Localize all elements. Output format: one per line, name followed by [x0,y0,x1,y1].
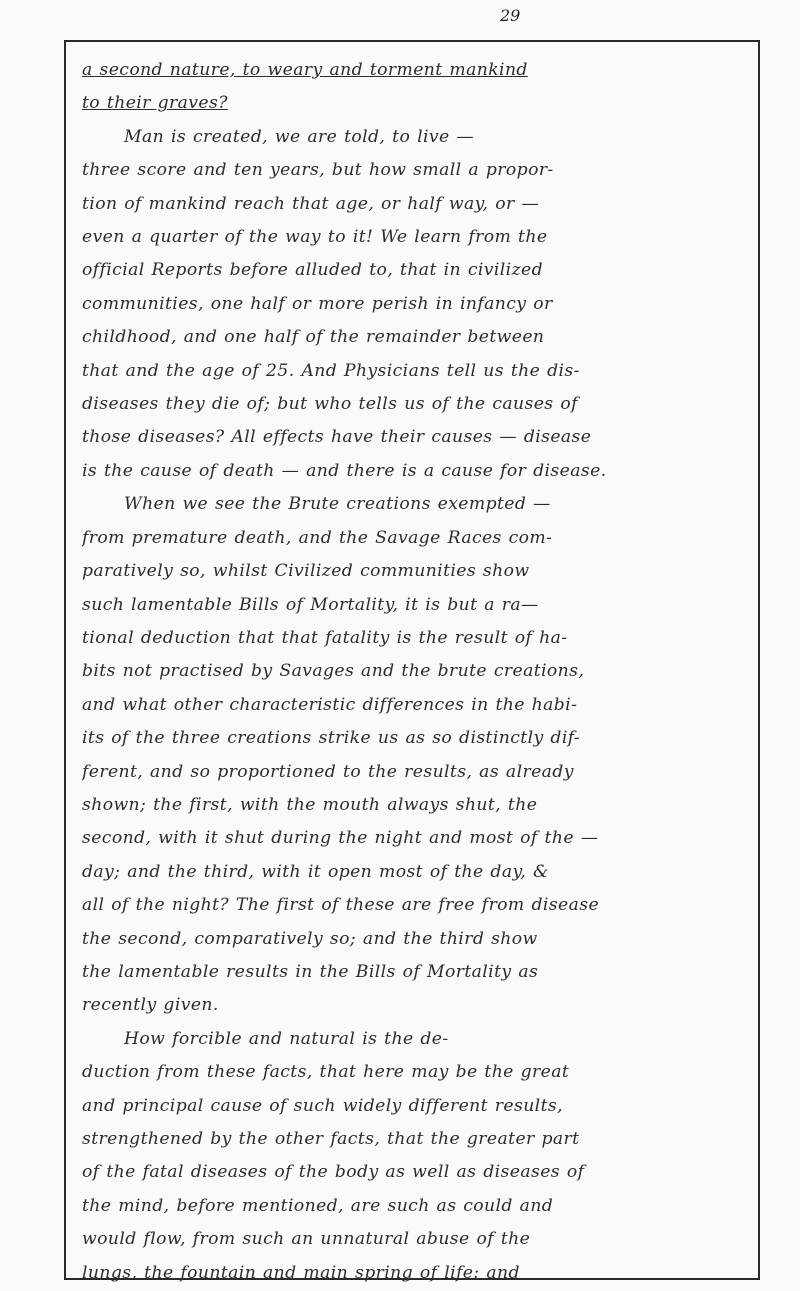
manuscript-line: is the cause of death — and there is a cause for disease. [82,460,607,481]
manuscript-line: communities, one half or more perish in infancy or [82,293,553,314]
manuscript-line: its of the three creations strike us as so distinctly dif- [82,728,581,749]
manuscript-text [82,54,744,1290]
manuscript-line: from premature death, and the Savage Races com- [82,527,553,548]
manuscript-line: even a quarter of the way to it! We learn from the [82,227,548,248]
manuscript-line: ferent, and so proportioned to the results, as already [82,761,574,782]
manuscript-line: those diseases? All effects have their causes — disease [82,427,592,448]
manuscript-line: bits not practised by Savages and the brute creations, [82,661,585,682]
manuscript-page [64,40,760,1283]
manuscript-line: the second, comparatively so; and the third show [82,928,538,949]
manuscript-line: the lamentable results in the Bills of Mortality as [82,961,539,982]
manuscript-line: official Reports before alluded to, that in civilized [82,260,544,281]
manuscript-line: and what other characteristic differences in the habi- [82,694,578,715]
manuscript-line: Man is created, we are told, to live — [124,126,474,147]
manuscript-line: tional deduction that that fatality is the result of ha- [82,627,568,648]
manuscript-line: of the fatal diseases of the body as well as diseases of [82,1162,585,1183]
manuscript-line: and principal cause of such widely different results, [82,1095,563,1116]
manuscript-line: When we see the Brute creations exempted — [124,494,551,515]
manuscript-line: to their graves? [82,93,228,114]
manuscript-line: How forcible and natural is the de- [124,1028,449,1049]
manuscript-line: the mind, before mentioned, are such as could and [82,1195,554,1216]
manuscript-line: lungs, the fountain and main spring of life: and [82,1262,520,1283]
manuscript-line: would flow, from such an unnatural abuse of the [82,1229,531,1250]
manuscript-line: recently given. [82,995,219,1016]
manuscript-line: duction from these facts, that here may be the great [82,1062,570,1083]
manuscript-line: shown; the first, with the mouth always shut, the [82,794,538,815]
manuscript-line: childhood, and one half of the remainder between [82,327,545,348]
manuscript-line: diseases they die of; but who tells us of the causes of [82,394,578,415]
manuscript-line: all of the night? The first of these are free from disease [82,895,600,916]
manuscript-line: tion of mankind reach that age, or half way, or — [82,193,540,214]
manuscript-line: paratively so, whilst Civilized communities show [82,561,530,582]
manuscript-line: day; and the third, with it open most of the day, & [82,861,549,882]
manuscript-line: strengthened by the other facts, that the greater part [82,1129,580,1149]
manuscript-line: such lamentable Bills of Mortality, it is but a ra— [82,594,539,615]
page-number: 29 [500,6,521,25]
manuscript-line: that and the age of 25. And Physicians tell us the dis- [82,360,580,381]
manuscript-line: second, with it shut during the night and most of the — [82,828,599,849]
manuscript-line: three score and ten years, but how small a propor- [82,160,554,181]
manuscript-line: a second nature, to weary and torment mankind [82,60,528,80]
